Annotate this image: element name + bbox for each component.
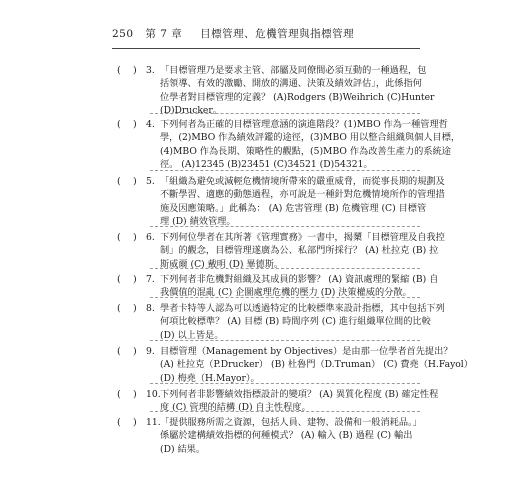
running-head xyxy=(112,26,354,41)
question-number: 8. xyxy=(146,303,155,314)
question-divider xyxy=(150,340,420,341)
question-line: 學者卡特等人認為可以透過特定的比較標準來設計指標，其中包括下列 xyxy=(160,303,445,314)
answer-paren-open: ( xyxy=(117,232,121,243)
chapter-title: 目標管理、危機管理與指標管理 xyxy=(200,28,355,40)
question-divider xyxy=(150,113,420,114)
question-line: (A) 杜拉克（P.Drucker） (B) 杜魯門（D.Truman） (C) 費堯（H.Fayol） xyxy=(160,359,473,371)
question-text xyxy=(160,231,445,271)
question-line: 「提供服務所需之資源，包括人員、建物、設備和一般消耗品。」 xyxy=(160,417,422,428)
question-line: 施及因應策略。」此稱為： (A) 危害管理 (B) 危機管理 (C) 目標管 xyxy=(160,202,427,214)
answer-paren-close: ) xyxy=(133,176,137,187)
question-line: 學，(2)MBO 作為績效評鑑的途徑，(3)MBO 用以整合組織與個人目標， xyxy=(160,132,461,144)
question-divider xyxy=(150,268,420,269)
question-text xyxy=(160,175,445,228)
question-line: 下列何者非危機對組織及其成員的影響？ (A) 資訊處理的緊縮 (B) 自 xyxy=(160,274,439,285)
page-number: 250 xyxy=(112,28,134,40)
answer-paren-close: ) xyxy=(133,65,137,76)
question-number: 7. xyxy=(146,274,155,285)
question-line: 「目標管理乃是要求主管、部屬及同僚間必須互動的一種過程，包 xyxy=(160,65,427,76)
question-line: 制」的觀念，目標管理遂廣為公、私部門所採行？ (A) 杜拉克 (B) 拉 xyxy=(160,245,439,257)
answer-paren-close: ) xyxy=(133,346,137,357)
answer-paren-open: ( xyxy=(117,274,121,285)
question-text xyxy=(160,118,461,171)
answer-paren-close: ) xyxy=(133,232,137,243)
question-line: 係屬於建構績效指標的何種模式？ (A) 輸入 (B) 過程 (C) 輸出 xyxy=(160,430,413,442)
question-number: 6. xyxy=(146,232,155,243)
question-number: 3. xyxy=(146,65,155,76)
question-line: 「組織為避免或減輕危機情境所帶來的嚴重威脅，而從事長期的規劃及 xyxy=(160,176,445,187)
question-divider xyxy=(150,226,420,227)
answer-paren-close: ) xyxy=(133,303,137,314)
question-line: 不斷學習、適應的動態過程，亦可說是一種針對危機情境所作的管理措 xyxy=(160,189,445,201)
question-text xyxy=(160,302,445,342)
question-line: 斯威爾 (C) 戴明 (D) 畢德斯。 xyxy=(160,258,284,270)
question-line: 我價值的混亂 (C) 企圖處理危機的壓力 (D) 決策權威的分散。 xyxy=(160,287,412,299)
header-rule xyxy=(112,48,420,49)
question-divider xyxy=(150,297,420,298)
answer-paren-open: ( xyxy=(117,119,121,130)
question-line: 下列何者為正確的目標管理意涵的演進階段？(1)MBO 作為一種管理哲 xyxy=(160,119,448,130)
question-line: 下列何位學者在其所著《管理實務》一書中，揭櫫「目標管理及自我控 xyxy=(160,232,445,243)
question-line: (D) 結果。 xyxy=(160,443,206,455)
question-number: 9. xyxy=(146,346,155,357)
question-text xyxy=(160,273,439,300)
question-number: 5. xyxy=(146,176,155,187)
answer-paren-close: ) xyxy=(133,274,137,285)
question-line: 度 (C) 管理的結構 (D) 自主性程度。 xyxy=(160,402,311,414)
question-line: 理 (D) 績效管理。 xyxy=(160,215,236,227)
question-number: 4. xyxy=(146,119,155,130)
question-text xyxy=(160,64,435,117)
answer-paren-open: ( xyxy=(117,417,121,428)
question-line: 何項比較標準？ (A) 目標 (B) 時間序列 (C) 進行組織單位間的比較 xyxy=(160,316,431,328)
chapter-label: 第 7 章 xyxy=(145,28,183,40)
question-divider xyxy=(150,170,420,171)
question-text xyxy=(160,416,428,456)
question-line: 下列何者非影響績效指標設計的變項？ (A) 異質化程度 (B) 確定性程 xyxy=(160,389,439,400)
question-line: 目標管理（Management by Objectives）是由那一位學者首先提出？ xyxy=(160,346,453,357)
answer-paren-close: ) xyxy=(133,119,137,130)
question-line: 位學者對目標管理的定義？ (A)Rodgers (B)Weihrich (C)Hunter xyxy=(160,91,435,103)
question-line: (D) 梅堯（H.Mayor）。 xyxy=(160,372,260,384)
question-divider xyxy=(150,383,420,384)
answer-paren-close: ) xyxy=(133,389,137,400)
question-divider xyxy=(150,411,420,412)
answer-paren-close: ) xyxy=(133,417,137,428)
question-line: 徑。 (A)12345 (B)23451 (C)34521 (D)54321。 xyxy=(160,158,373,170)
answer-paren-open: ( xyxy=(117,346,121,357)
answer-paren-open: ( xyxy=(117,176,121,187)
question-line: (D) 以上皆是。 xyxy=(160,329,224,341)
question-line: (D)Drucker。 xyxy=(160,104,222,116)
answer-paren-open: ( xyxy=(117,303,121,314)
answer-paren-open: ( xyxy=(117,389,121,400)
question-line: 括領導、有效的激勵、開放的溝通、決策及績效評估」，此係指何 xyxy=(160,78,422,90)
question-number: 11. xyxy=(146,417,161,428)
question-text xyxy=(160,345,473,385)
question-number: 10. xyxy=(146,389,161,400)
answer-paren-open: ( xyxy=(117,65,121,76)
question-line: (4)MBO 作為長期、策略性的觀點，(5)MBO 作為改善生產力的系統途 xyxy=(160,145,451,157)
